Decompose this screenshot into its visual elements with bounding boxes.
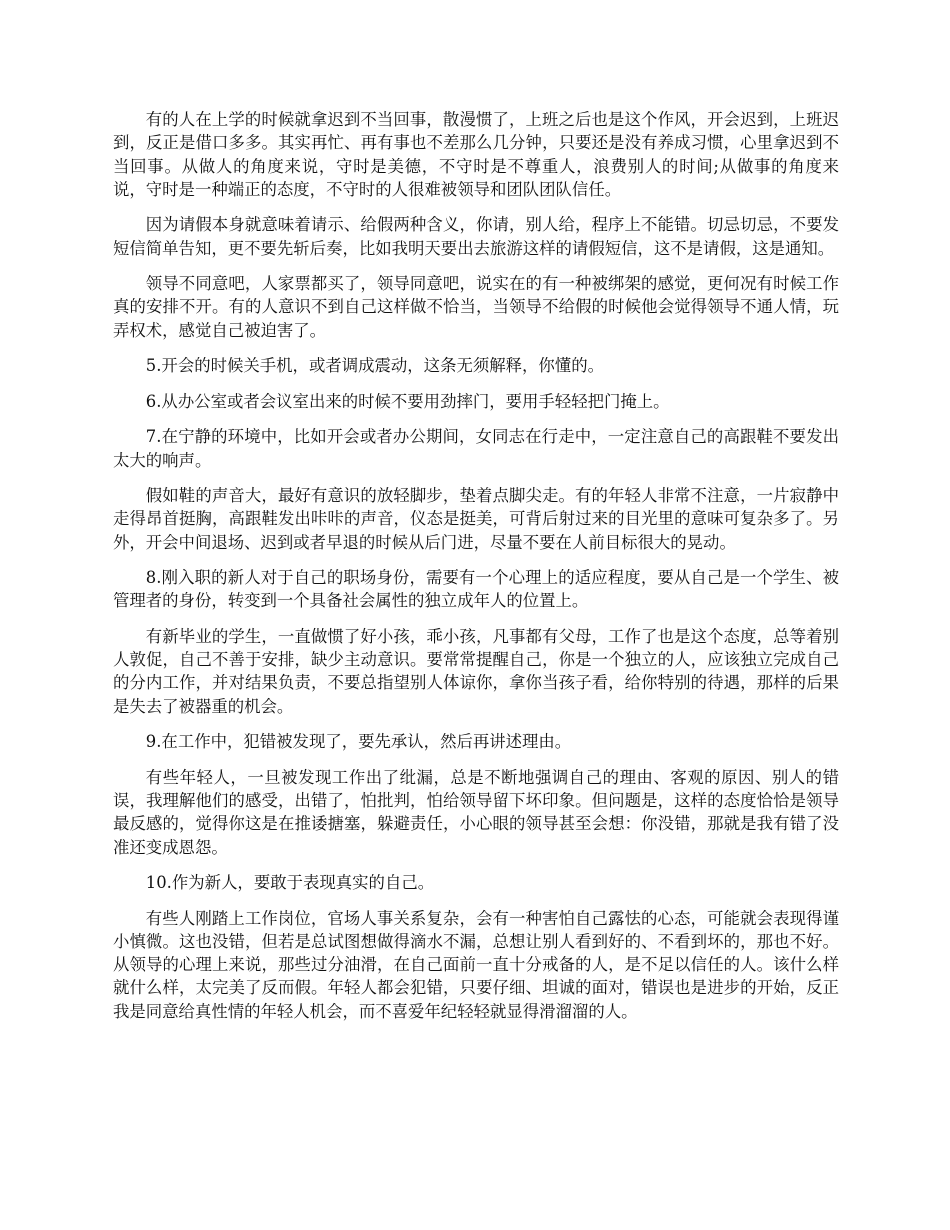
document-body [113, 108, 839, 1035]
paragraph-footsteps: 假如鞋的声音大，最好有意识的放轻脚步，垫着点脚尖走。有的年轻人非常不注意，一片寂静中走得昂首挺胸，高跟鞋发出咔咔的声音，仪态是挺美，可背后射过来的目光里的意味可复杂多了。另外，开会中间退场、迟到或者早退的时候从后门进，尽量不要在人前目标很大的晃动。 [113, 485, 839, 552]
paragraph-item-10: 10.作为新人，要敢于表现真实的自己。 [145, 873, 435, 893]
paragraph-item-9: 9.在工作中，犯错被发现了，要先承认，然后再讲述理由。 [145, 732, 572, 752]
paragraph-leave-request: 因为请假本身就意味着请示、给假两种含义，你请，别人给，程序上不能错。切忌切忌，不要发短信简单告知，更不要先斩后奏，比如我明天要出去旅游这样的请假短信，这不是请假，这是通知。 [113, 215, 839, 258]
paragraph-be-yourself: 有些人刚踏上工作岗位，官场人事关系复杂，会有一种害怕自己露怯的心态，可能就会表现得谨小慎微。这也没错，但若是总试图想做得滴水不漏，总想让别人看到好的、不看到坏的，那也不好。从领导的心理上来说，那些过分油滑，在自己面前一直十分戒备的人，是不足以信任的人。该什么样就什么样，太完美了反而假。年轻人都会犯错，只要仔细、坦诚的面对，错误也是进步的开始，反正我是同意给真性情的年轻人机会，而不喜爱年纪轻轻就显得滑溜溜的人。 [113, 908, 839, 1021]
paragraph-leader-reaction: 领导不同意吧，人家票都买了，领导同意吧，说实在的有一种被绑架的感觉，更何况有时候工作真的安排不开。有的人意识不到自己这样做不恰当，当领导不给假的时候他会觉得领导不通人情，玩弄权术，感觉自己被迫害了。 [113, 274, 839, 340]
paragraph-item-8: 8.刚入职的新人对于自己的职场身份，需要有一个心理上的适应程度，要从自己是一个学生、被管理者的身份，转变到一个具备社会属性的独立成年人的位置上。 [113, 568, 839, 611]
paragraph-lateness: 有的人在上学的时候就拿迟到不当回事，散漫惯了，上班之后也是这个作风，开会迟到，上班迟到，反正是借口多多。其实再忙、再有事也不差那么几分钟，只要还是没有养成习惯，心里拿迟到不当回事。从做人的角度来说，守时是美德，不守时是不尊重人，浪费别人的时间;从做事的角度来说，守时是一种端正的态度，不守时的人很难被领导和团队团队信任。 [113, 110, 839, 199]
paragraph-admit-mistakes: 有些年轻人，一旦被发现工作出了纰漏，总是不断地强调自己的理由、客观的原因、别人的错误，我理解他们的感受，出错了，怕批判，怕给领导留下坏印象。但问题是，这样的态度恰恰是领导最反感的，觉得你这是在推诿搪塞，躲避责任，小心眼的领导甚至会想：你没错，那就是我有错了没准还变成恩怨。 [113, 767, 839, 857]
paragraph-item-5: 5.开会的时候关手机，或者调成震动，这条无须解释，你懂的。 [145, 356, 604, 376]
paragraph-item-6: 6.从办公室或者会议室出来的时候不要用劲摔门，要用手轻轻把门掩上。 [145, 391, 670, 411]
paragraph-item-7: 7.在宁静的环境中，比如开会或者办公期间，女同志在行走中，一定注意自己的高跟鞋不要发出太大的响声。 [113, 427, 839, 470]
paragraph-new-graduates: 有新毕业的学生，一直做惯了好小孩，乖小孩，凡事都有父母，工作了也是这个态度，总等着别人敦促，自己不善于安排，缺少主动意识。要常常提醒自己，你是一个独立的人，应该独立完成自己的分内工作，并对结果负责，不要总指望别人体谅你，拿你当孩子看，给你特别的待遇，那样的后果是失去了被器重的机会。 [113, 626, 839, 716]
